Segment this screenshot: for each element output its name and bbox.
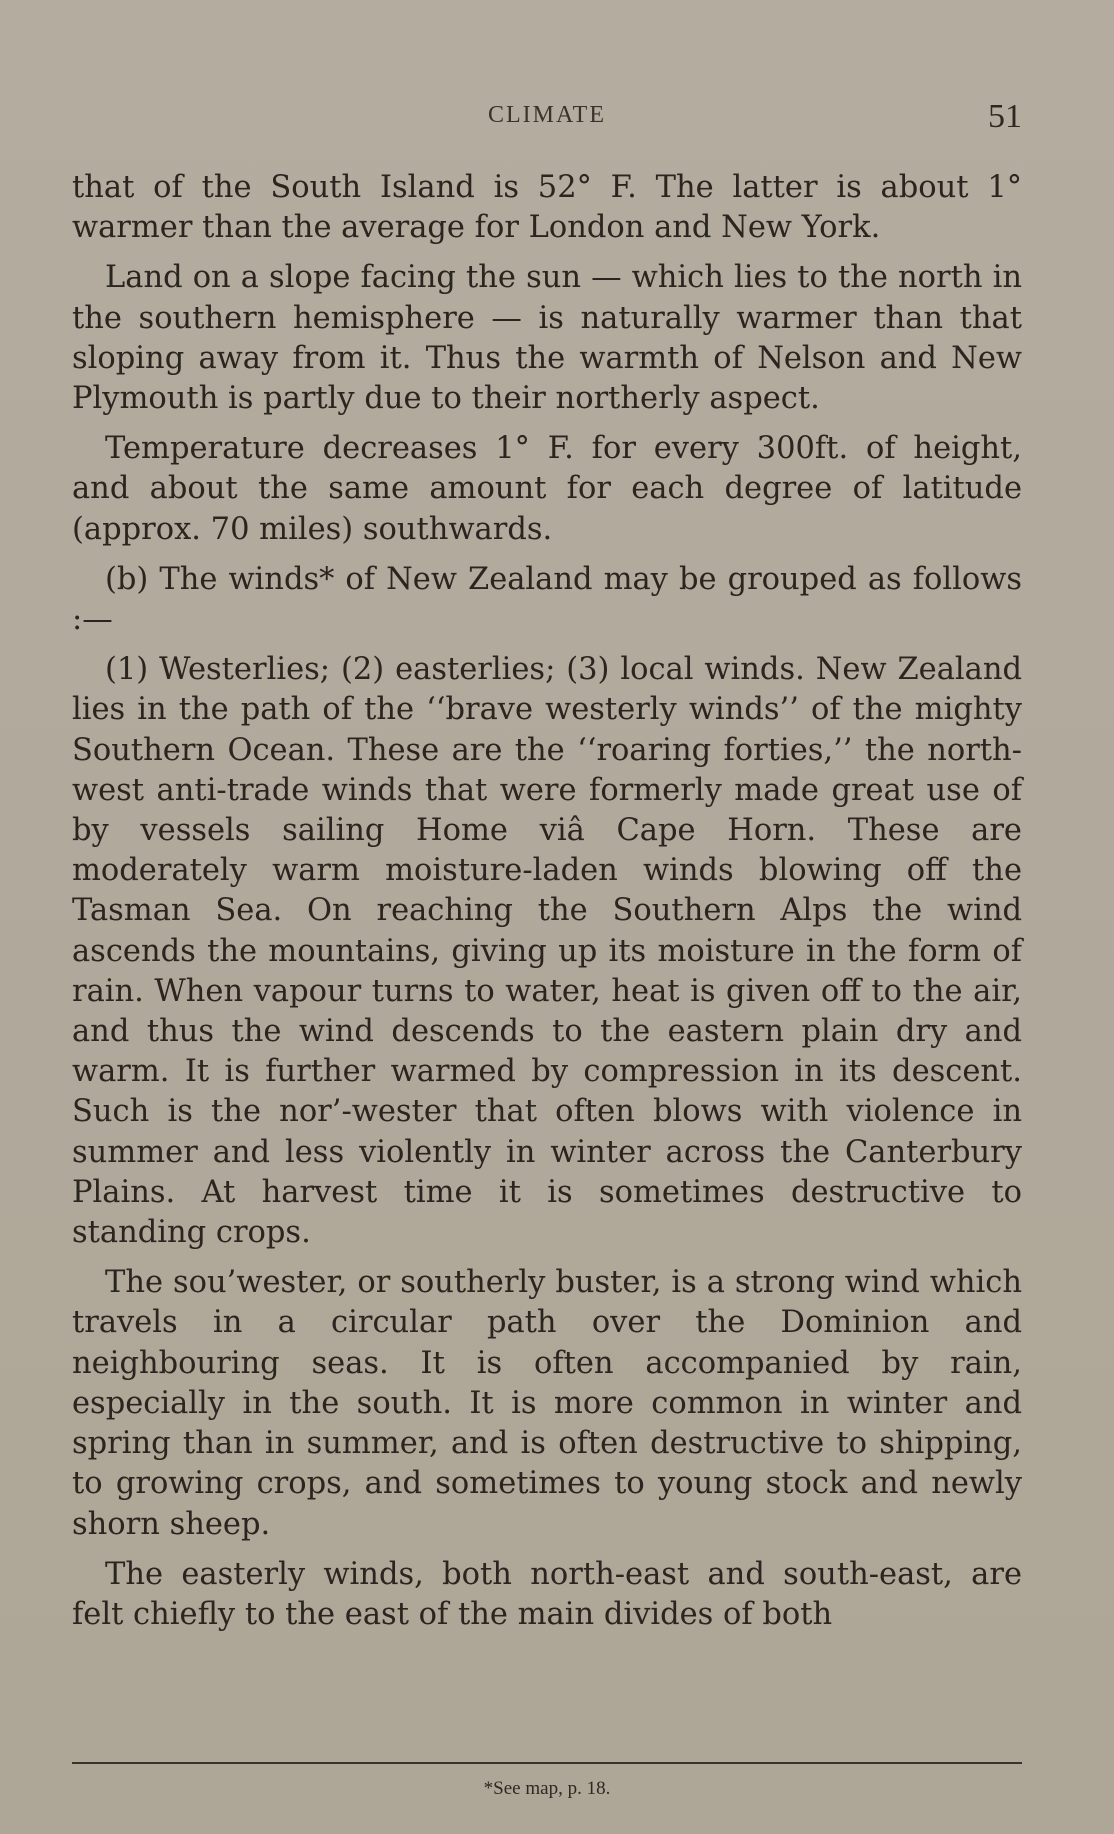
footnote: *See map, p. 18. — [483, 1778, 611, 1799]
paragraph-winds-intro: (b) The winds* of New Zealand may be grouped as follows :— — [72, 561, 1022, 638]
paragraph-westerlies: (1) Westerlies; (2) easterlies; (3) local winds. New Zealand lies in the path of the ‘‘brave westerly winds’’ of the mighty Southern Ocean. These are the ‘‘roaring forties,’’ the north-west anti-trade winds that were formerly made great use of by vessels sailing Home viâ Cape Horn. These are moderately warm moisture-laden winds blowing off the Tasman Sea. On reaching the Southern Alps the wind ascends the mountains, giving up its moisture in the form of rain. When vapour turns to water, heat is given off to the air, and thus the wind descends to the eastern plain dry and warm. It is further warmed by compression in its descent. Such is the nor’-wester that often blows with violence in summer and less violently in winter across the Canterbury Plains. At harvest time it is sometimes destructive to standing crops. — [72, 652, 1022, 1251]
paragraph-souwester: The sou’wester, or southerly buster, is a strong wind which travels in a circular path over the Dominion and neighbouring seas. It is often accompanied by rain, especially in the south. It is more common in winter and spring than in summer, and is often destructive to shipping, to growing crops, and sometimes to young stock and newly shorn sheep. — [72, 1265, 1022, 1542]
page-header — [72, 98, 1022, 138]
body-text — [72, 168, 1022, 1645]
paragraph-easterly: The easterly winds, both north-east and south-east, are felt chiefly to the east of the main divides of both — [72, 1556, 1022, 1632]
footnote-rule — [72, 1762, 1022, 1764]
paragraph-slope-warmth: Land on a slope facing the sun — which lies to the north in the southern hemisphere — is naturally warmer than that sloping away from it. Thus the warmth of Nelson and New Plymouth is partly due to their northerly aspect. — [72, 260, 1022, 417]
paragraph-continuation: that of the South Island is 52° F. The latter is about 1° warmer than the average for London and New York. — [72, 170, 1022, 246]
running-head: CLIMATE — [488, 102, 606, 128]
page-number: 51 — [988, 98, 1022, 135]
paragraph-temperature-decrease: Temperature decreases 1° F. for every 300ft. of height, and about the same amount for each degree of latitude (approx. 70 miles) southwards. — [72, 431, 1022, 547]
